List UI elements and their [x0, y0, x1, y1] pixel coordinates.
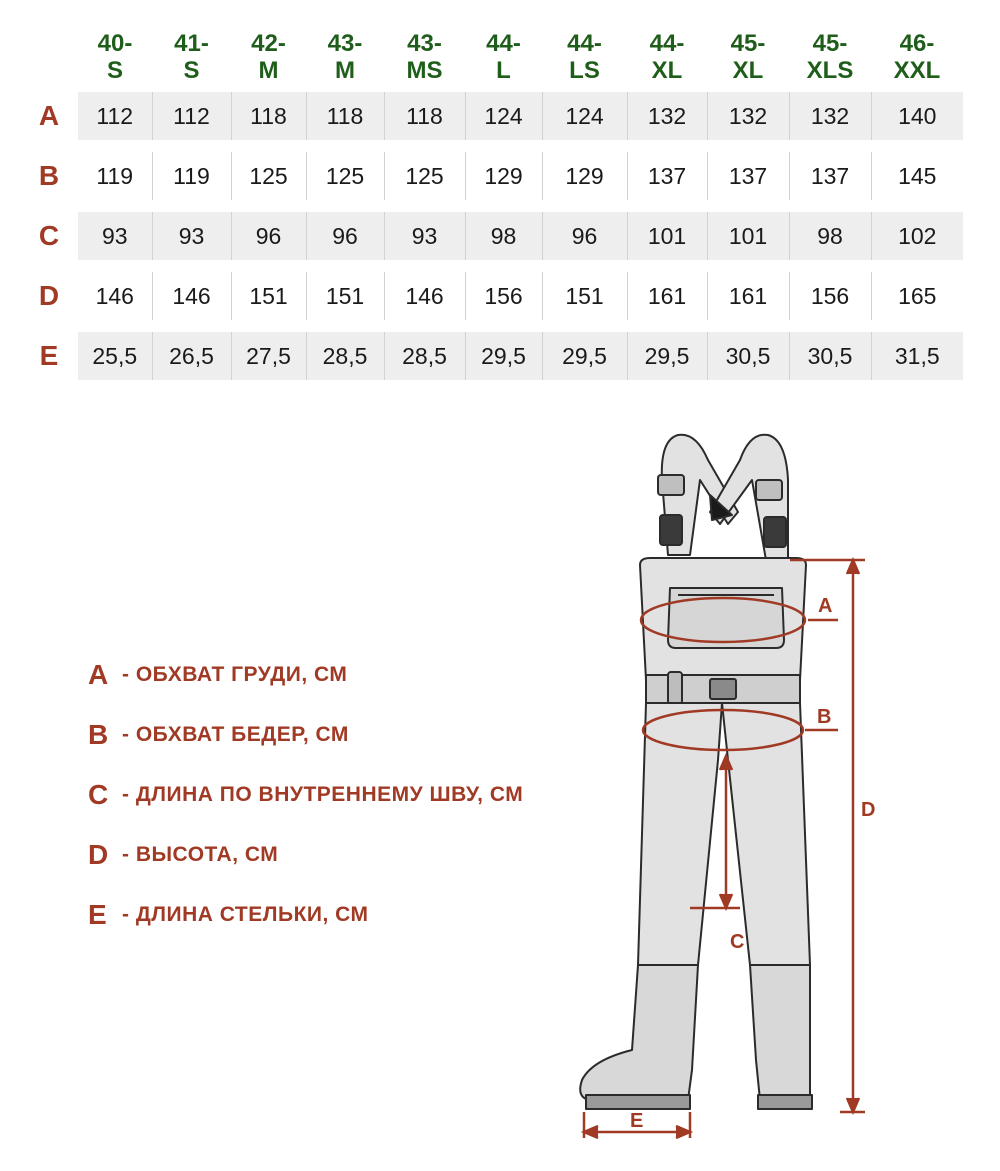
table-cell: 151: [542, 272, 627, 320]
table-cell: 146: [384, 272, 465, 320]
size-header: 44- LS: [567, 30, 602, 84]
table-cell: 29,5: [542, 332, 627, 380]
table-cell: 96: [306, 212, 384, 260]
table-cell: 132: [627, 92, 707, 140]
strap-clip-icon: [764, 517, 786, 547]
size-header: 44- L: [486, 30, 521, 84]
row-label: E: [39, 340, 59, 371]
table-cell: 29,5: [627, 332, 707, 380]
table-cell: 137: [627, 152, 707, 200]
row-spacer: [20, 320, 963, 332]
wader-diagram: [560, 420, 900, 1155]
table-cell: 27,5: [231, 332, 306, 380]
table-cell: 96: [231, 212, 306, 260]
legend-letter: B: [88, 719, 109, 750]
legend-item: [88, 705, 523, 765]
row-label: A: [38, 100, 60, 131]
row-label: B: [38, 160, 60, 191]
table-cell: 151: [306, 272, 384, 320]
size-header: 46- XXL: [893, 30, 941, 84]
size-header: 45- XLS: [806, 30, 854, 84]
size-table: [20, 22, 963, 380]
table-cell: 151: [231, 272, 306, 320]
table-cell: 98: [465, 212, 542, 260]
table-cell: 93: [152, 212, 231, 260]
table-cell: 29,5: [465, 332, 542, 380]
table-cell: 165: [871, 272, 963, 320]
table-row: [20, 92, 963, 140]
table-cell: 118: [231, 92, 306, 140]
size-header: 43- MS: [406, 30, 443, 84]
diagram-label-a: A: [818, 595, 833, 617]
legend-item: [88, 825, 523, 885]
legend-letter: A: [88, 659, 109, 690]
table-cell: 93: [384, 212, 465, 260]
row-label: D: [38, 280, 60, 311]
size-header: 44- XL: [649, 30, 685, 84]
belt-loop-icon: [668, 672, 682, 704]
wader-illustration: [580, 435, 812, 1109]
measurement-legend: [88, 645, 523, 945]
legend-text: - ДЛИНА СТЕЛЬКИ, СМ: [122, 903, 369, 926]
row-spacer: [20, 140, 963, 152]
table-cell: 125: [231, 152, 306, 200]
legend-item: [88, 885, 523, 945]
strap-buckle-icon: [756, 480, 782, 500]
table-cell: 30,5: [707, 332, 789, 380]
table-cell: 132: [789, 92, 871, 140]
table-cell: 25,5: [78, 332, 152, 380]
table-row: [20, 272, 963, 320]
diagram-label-d: D: [861, 799, 876, 821]
table-cell: 125: [306, 152, 384, 200]
table-cell: 101: [627, 212, 707, 260]
table-cell: 132: [707, 92, 789, 140]
table-cell: 30,5: [789, 332, 871, 380]
table-cell: 112: [78, 92, 152, 140]
header-corner: [20, 22, 78, 92]
table-cell: 26,5: [152, 332, 231, 380]
table-cell: 118: [306, 92, 384, 140]
strap-clip-icon: [660, 515, 682, 545]
legend-text: - ОБХВАТ БЕДЕР, СМ: [122, 723, 349, 746]
diagram-label-b: B: [817, 706, 832, 728]
legend-item: [88, 645, 523, 705]
table-cell: 119: [152, 152, 231, 200]
table-cell: 31,5: [871, 332, 963, 380]
table-cell: 119: [96, 162, 134, 189]
table-cell: 146: [152, 272, 231, 320]
table-row: [20, 332, 963, 380]
right-boot: [750, 965, 810, 1100]
table-cell: 161: [627, 272, 707, 320]
table-cell: 129: [542, 152, 627, 200]
diagram-label-c: C: [730, 931, 745, 953]
table-row: [20, 212, 963, 260]
row-spacer: [20, 260, 963, 272]
table-cell: 129: [465, 152, 542, 200]
table-cell: 28,5: [306, 332, 384, 380]
strap-buckle-icon: [658, 475, 684, 495]
table-cell: 28,5: [384, 332, 465, 380]
size-header: 43- M: [327, 30, 363, 84]
legend-item: [88, 765, 523, 825]
right-sole: [758, 1095, 812, 1109]
table-cell: 124: [542, 92, 627, 140]
table-cell: 125: [384, 152, 465, 200]
table-cell: 145: [871, 152, 963, 200]
table-cell: 156: [465, 272, 542, 320]
table-cell: 137: [707, 152, 789, 200]
belt-buckle-icon: [710, 679, 736, 699]
legend-text: - ВЫСОТА, СМ: [122, 843, 279, 866]
table-cell: 124: [465, 92, 542, 140]
size-header-row: [20, 22, 963, 92]
table-cell: 96: [542, 212, 627, 260]
size-header: 40- S: [97, 30, 133, 84]
row-spacer: [20, 200, 963, 212]
left-leg: [638, 703, 722, 965]
left-sole: [586, 1095, 690, 1109]
row-label: C: [38, 220, 60, 251]
left-boot: [580, 965, 698, 1100]
table-cell: 118: [384, 92, 465, 140]
legend-letter: C: [88, 779, 109, 810]
table-cell: 102: [871, 212, 963, 260]
legend-text: - ОБХВАТ ГРУДИ, СМ: [122, 663, 348, 686]
table-cell: 93: [78, 212, 152, 260]
table-cell: 98: [789, 212, 871, 260]
table-cell: 161: [707, 272, 789, 320]
legend-text: - ДЛИНА ПО ВНУТРЕННЕМУ ШВУ, СМ: [122, 783, 524, 806]
right-leg: [722, 703, 810, 965]
diagram-label-e: E: [630, 1110, 644, 1132]
size-header: 42- M: [251, 30, 286, 84]
table-row: [20, 152, 963, 200]
size-header: 45- XL: [730, 30, 766, 84]
table-cell: 101: [707, 212, 789, 260]
table-cell: 137: [789, 152, 871, 200]
table-cell: 156: [789, 272, 871, 320]
table-cell: 146: [95, 282, 134, 309]
table-cell: 112: [152, 92, 231, 140]
legend-letter: D: [88, 839, 109, 870]
size-header: 41- S: [174, 30, 209, 84]
table-cell: 140: [871, 92, 963, 140]
legend-letter: E: [88, 899, 107, 930]
